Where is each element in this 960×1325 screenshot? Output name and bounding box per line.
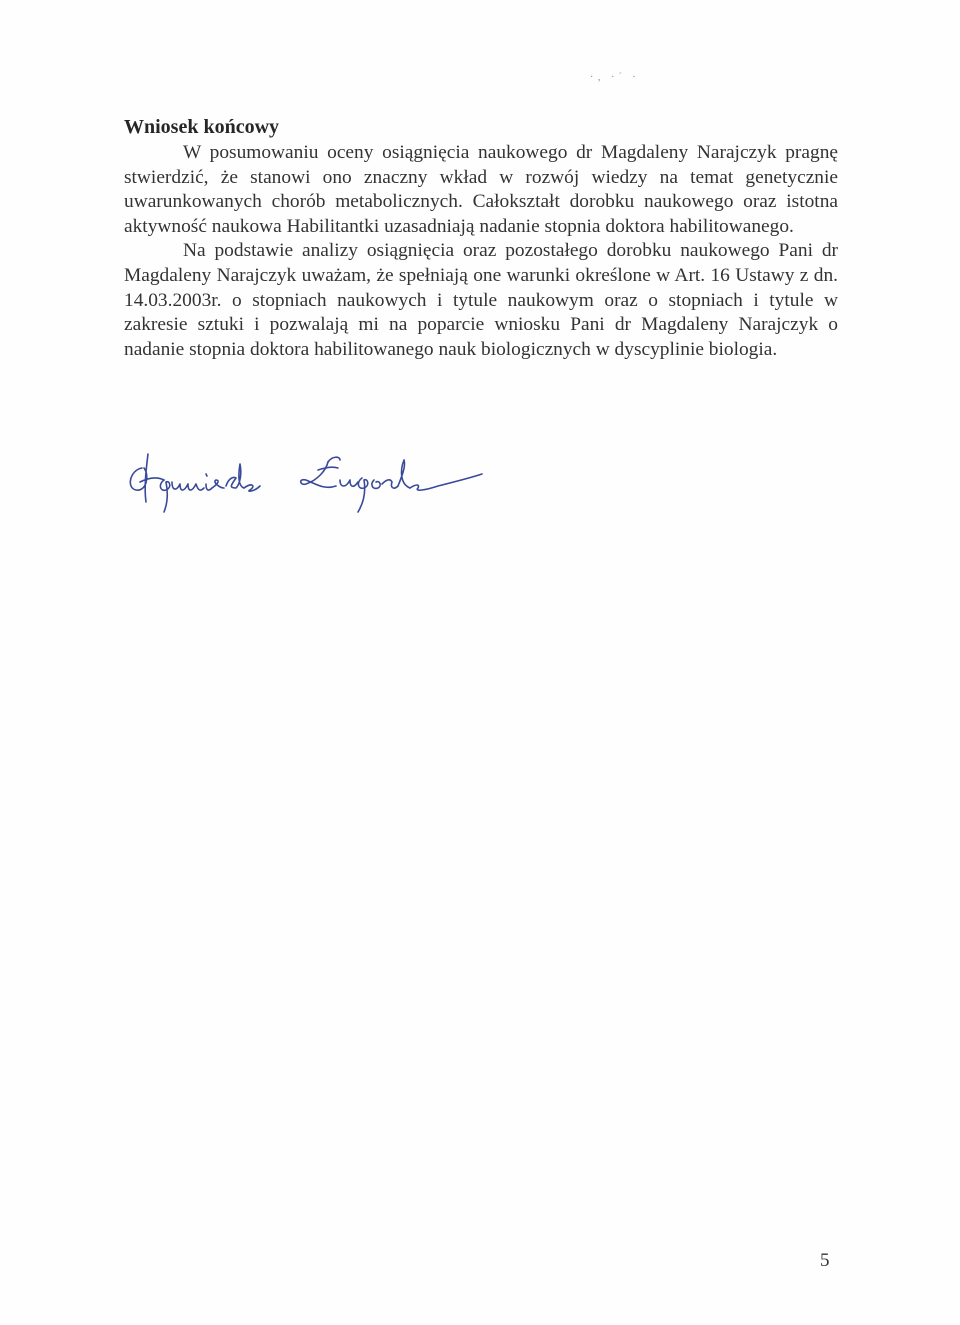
scan-artifact: ·‚ ·´ · [590, 72, 640, 83]
page-number: 5 [820, 1250, 830, 1271]
paragraph-text: Na podstawie analizy osiągnięcia oraz pozostałego dorobku naukowego Pani dr Magdaleny Narajczyk uważam, że spełniają one warunki określone w Art. 16 Ustawy z dn. 14.03.2003r. o stopniach naukowych i tytule naukowym oraz o stopniach i tytule w zakresie sztuki i pozwalają mi na poparcie wniosku Pani dr Magdaleny Narajczyk o nadanie stopnia doktora habilitowanego nauk biologicznych w dyscyplinie biologia. [124, 240, 838, 360]
paragraph-conclusion [124, 141, 838, 239]
paragraph-text: W posumowaniu oceny osiągnięcia naukowego dr Magdaleny Narajczyk pragnę stwierdzić, że stanowi ono znaczny wkład w rozwój wiedzy na temat genetycznie uwarunkowanych chorób metabolicznych. Całokształt dorobku naukowego oraz istotna aktywność naukowa Habilitantki uzasadniają nadanie stopnia doktora habilitowanego. [124, 142, 838, 237]
section-heading: Wniosek końcowy [124, 116, 280, 138]
handwritten-signature [120, 440, 500, 520]
paragraph-recommendation [124, 239, 838, 362]
document-body [124, 114, 838, 362]
